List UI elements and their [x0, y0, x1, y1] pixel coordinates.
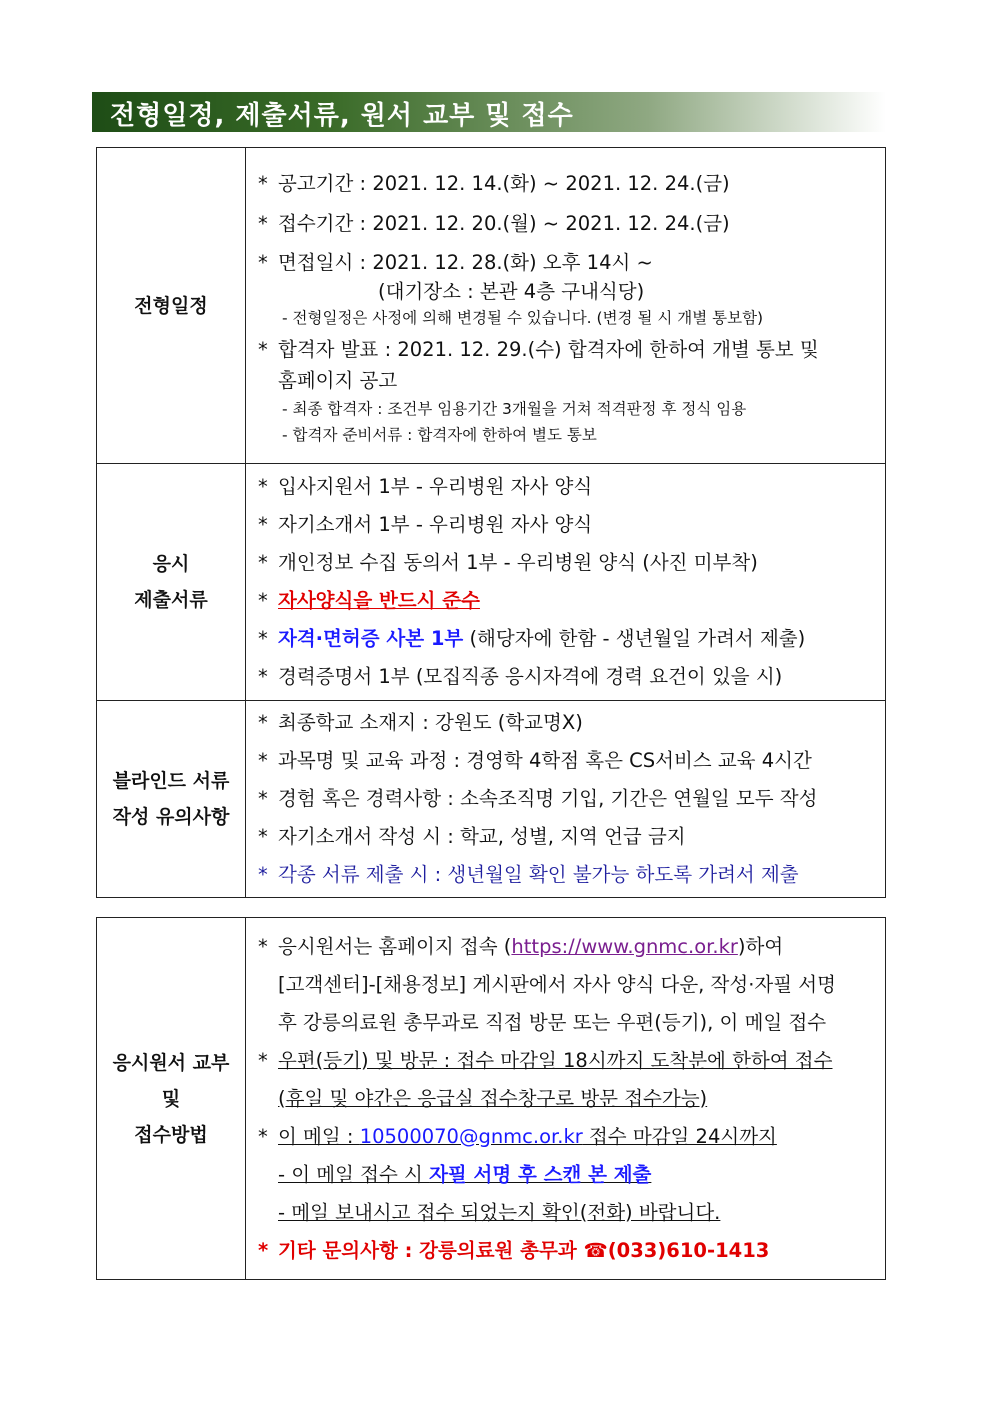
email-note-line [278, 1163, 651, 1186]
apply-line: * 이 메일 : 10500070@gnmc.or.kr 접수 마감일 24시까지 [258, 1124, 777, 1148]
apply-board: [고객센터]-[채용정보] 게시판에서 자사 양식 다운, 작성·자필 서명 [278, 972, 836, 996]
result-announce-cont: 홈페이지 공고 [278, 368, 398, 392]
doc-form-notice: 자사양식을 반드시 준수 [278, 589, 480, 612]
email-label: 이 메일 : [278, 1124, 360, 1148]
result-announce: 합격자 발표 : 2021. 12. 29.(수) 합격자에 한하여 개별 통보 및 [278, 337, 819, 361]
docs-line: * 입사지원서 1부 - 우리병원 자사 양식 [258, 475, 593, 498]
blind-line: * 경험 혹은 경력사항 : 소속조직명 기입, 기간은 연월일 모두 작성 [258, 787, 818, 810]
apply-post-visit: 우편(등기) 및 방문 : 접수 마감일 18시까지 도착분에 한하여 접수 [278, 1048, 833, 1072]
apply-label-line2: 및 [161, 1087, 181, 1110]
apply-line [258, 1194, 879, 1232]
docs-line: * 자격·면허증 사본 1부 (해당자에 한함 - 생년월일 가려서 제출) [258, 627, 806, 650]
docs-line: * 자사양식을 반드시 준수 [258, 589, 480, 612]
apply-holiday: (휴일 및 야간은 응급실 접수창구로 방문 접수가능) [278, 1086, 708, 1110]
section-title-bar [92, 92, 886, 132]
blind-experience: 경험 혹은 경력사항 : 소속조직명 기입, 기간은 연월일 모두 작성 [278, 787, 818, 810]
blind-submit-notice: 각종 서류 제출 시 : 생년월일 확인 불가능 하도록 가려서 제출 [278, 863, 799, 886]
blind-label [97, 701, 246, 898]
apply-line: * 응시원서는 홈페이지 접속 (https://www.gnmc.or.kr)하여 [258, 934, 784, 958]
blind-label-line2: 작성 유의사항 [112, 806, 230, 828]
schedule-note: - 전형일정은 사정에 의해 변경될 수 있습니다. (변경 될 시 개별 통보함) [282, 308, 764, 327]
receipt-period: 접수기간 : 2021. 12. 20.(월) ~ 2021. 12. 24.(금) [278, 211, 730, 235]
waiting-place: (대기장소 : 본관 4층 구내식당) [378, 279, 645, 303]
announce-period: 공고기간 : 2021. 12. 14.(화) ~ 2021. 12. 24.(금) [278, 171, 730, 195]
docs-body [246, 464, 886, 701]
blind-label-line1: 블라인드 서류 [112, 770, 230, 792]
blind-line: * 최종학교 소재지 : 강원도 (학교명X) [258, 711, 583, 734]
docs-label-line2: 제출서류 [134, 589, 208, 611]
blind-row [97, 701, 886, 898]
apply-line: * 우편(등기) 및 방문 : 접수 마감일 18시까지 도착분에 한하여 접수 [258, 1048, 833, 1072]
pass-docs-note: - 합격자 준비서류 : 합격자에 한하여 별도 통보 [282, 425, 597, 444]
schedule-line: * 합격자 발표 : 2021. 12. 29.(수) 합격자에 한하여 개별 통보 및 [258, 337, 819, 361]
schedule-line: * 면접일시 : 2021. 12. 28.(화) 오후 14시 ~ [258, 250, 653, 274]
docs-line: * 개인정보 수집 동의서 1부 - 우리병원 양식 (사진 미부착) [258, 551, 758, 574]
info-table [96, 147, 886, 898]
docs-label-line1: 응시 [152, 553, 190, 575]
section-title: 전형일정, 제출서류, 원서 교부 및 접수 [110, 101, 574, 131]
blind-self-intro: 자기소개서 작성 시 : 학교, 성별, 지역 언급 금지 [278, 825, 686, 848]
apply-table [96, 917, 886, 1280]
docs-label [97, 464, 246, 701]
apply-label [97, 918, 246, 1280]
apply-line [258, 1156, 879, 1194]
doc-self-intro: 자기소개서 1부 - 우리병원 자사 양식 [278, 513, 593, 536]
apply-intro-end: )하여 [737, 934, 784, 958]
interview-date: 면접일시 : 2021. 12. 28.(화) 오후 14시 ~ [278, 250, 653, 274]
doc-application: 입사지원서 1부 - 우리병원 자사 양식 [278, 475, 593, 498]
doc-career-cert: 경력증명서 1부 (모집직종 응시자격에 경력 요건이 있을 시) [278, 665, 783, 688]
blind-line: * 과목명 및 교육 과정 : 경영학 4학점 혹은 CS서비스 교육 4시간 [258, 749, 812, 772]
email-link[interactable]: 10500070@gnmc.or.kr [359, 1124, 583, 1148]
apply-label-line3: 접수방법 [134, 1123, 208, 1146]
doc-license-copy: 자격·면허증 사본 1부 [278, 627, 464, 650]
final-pass-note: - 최종 합격자 : 조건부 임용기간 3개월을 거쳐 적격판정 후 정식 임용 [282, 399, 747, 418]
schedule-line: * 접수기간 : 2021. 12. 20.(월) ~ 2021. 12. 24.(금) [258, 211, 730, 235]
schedule-line: * 공고기간 : 2021. 12. 14.(화) ~ 2021. 12. 24.(금) [258, 171, 730, 195]
apply-row [97, 918, 886, 1280]
contact-info: 기타 문의사항 : 강릉의료원 총무과 ☎(033)610-1413 [278, 1238, 770, 1262]
doc-license-note: (해당자에 한함 - 생년월일 가려서 제출) [463, 627, 806, 650]
email-note: - 이 메일 접수 시 [278, 1162, 430, 1186]
email-confirm-note: - 메일 보내시고 접수 되었는지 확인(전화) 바랍니다. [278, 1200, 721, 1224]
apply-body [246, 918, 886, 1280]
email-deadline: 접수 마감일 24시까지 [582, 1124, 777, 1148]
blind-course: 과목명 및 교육 과정 : 경영학 4학점 혹은 CS서비스 교육 4시간 [278, 749, 812, 772]
blind-line: * 각종 서류 제출 시 : 생년월일 확인 불가능 하도록 가려서 제출 [258, 863, 799, 886]
blind-school: 최종학교 소재지 : 강원도 (학교명X) [278, 711, 583, 734]
schedule-label: 전형일정 [97, 148, 246, 464]
schedule-body [246, 148, 886, 464]
apply-line: * 기타 문의사항 : 강릉의료원 총무과 ☎(033)610-1413 [258, 1238, 770, 1262]
schedule-row [97, 148, 886, 464]
docs-line: * 자기소개서 1부 - 우리병원 자사 양식 [258, 513, 593, 536]
docs-line: * 경력증명서 1부 (모집직종 응시자격에 경력 요건이 있을 시) [258, 665, 783, 688]
blind-line: * 자기소개서 작성 시 : 학교, 성별, 지역 언급 금지 [258, 825, 686, 848]
homepage-link[interactable]: https://www.gnmc.or.kr [511, 934, 738, 958]
apply-submit: 후 강릉의료원 총무과로 직접 방문 또는 우편(등기), 이 메일 접수 [278, 1010, 827, 1034]
apply-line [258, 1080, 879, 1118]
doc-privacy-consent: 개인정보 수집 동의서 1부 - 우리병원 양식 (사진 미부착) [278, 551, 758, 574]
apply-email-line [278, 1125, 777, 1148]
apply-intro: 응시원서는 홈페이지 접속 ( [278, 934, 512, 958]
blind-body [246, 701, 886, 898]
docs-row [97, 464, 886, 701]
apply-label-line1: 응시원서 교부 [112, 1051, 230, 1074]
signature-scan-note: 자필 서명 후 스캔 본 제출 [429, 1162, 652, 1186]
